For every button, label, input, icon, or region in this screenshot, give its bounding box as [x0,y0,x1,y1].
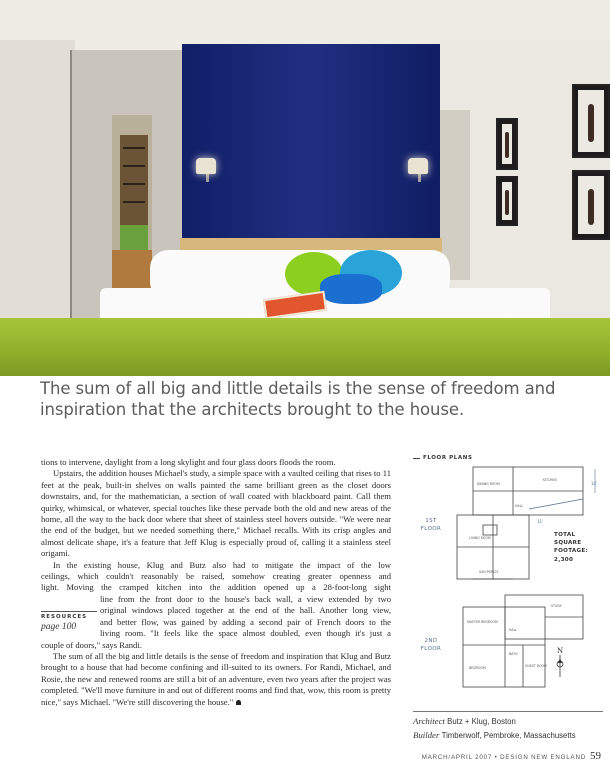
framed-photo [572,84,610,158]
compass-icon [557,647,563,677]
article-body [41,457,391,708]
framed-photo [572,170,610,240]
sqft-line: TOTAL [554,532,576,538]
end-mark-icon [236,700,241,705]
folio-text: MARCH/APRIL 2007 • DESIGN NEW ENGLAND [421,754,586,761]
floor-label-line: FLOOR [420,526,442,532]
room-label: HALL [509,628,518,632]
framed-photo [496,176,518,226]
body-line: and better flow, was gained by adding a second pair of French doors to the [100,616,391,627]
body-paragraph [41,560,391,651]
bookshelf [120,135,148,225]
second-floor-plan [463,595,583,687]
body-line: line from the front door to the house's back wall, a view extended by two [100,593,391,604]
left-wall [0,40,75,340]
room-label: HALL [515,504,524,508]
room-label: LIVING ROOM [469,536,491,540]
body-line: couple of doors," says Randi. [41,639,142,650]
architect-credit [413,715,603,729]
dimension-label: 14' [591,481,598,486]
body-text-span: The sum of all the big and little details is the sense of freedom and inspiration that Klug and Butz brought to a house that had become confining and ill-suited to its owners. For Randi, Michael, and Rosie, the new and renewed rooms are still a bit of an adventure, even two years after the project was completed. "We'll move furniture in and out of different rooms and find that, wow, this room is pretty nice," says Michael. "We're still discovering the house." [41,650,391,707]
framed-photo [496,118,518,170]
floor-plans-title: FLOOR PLANS [413,455,473,461]
builder-name: Timberwolf, Pembroke, Massachusetts [441,730,576,740]
body-paragraph: tions to intervene, daylight from a long skylight and four glass doors floods the room. [41,457,336,467]
sqft-line: FOOTAGE: [554,548,589,555]
body-line: In the existing house, Klug and Butz also had to mitigate the impact of the low [53,559,391,570]
wall-sconce-right [408,158,428,174]
sqft-line: 2,300 [554,556,574,563]
room-label: SUN PORCH [479,570,498,574]
green-blanket [0,318,610,376]
body-paragraph [41,651,391,708]
body-paragraph: Upstairs, the addition houses Michael's study, a simple space with a vaulted ceiling that rises to 11 feet at the peak, built-in shelves on walls painted the same brilliant green as the closet doors downstairs, and, for the mathematician, a section of wall coated with blackboard paint. Call them quirky, whimsical, or whatever, special touches like these pervade both the old and new areas of the home, all the way to the back door where that sheet of stainless steel hovers outside. "We were near the end of the budget, but we needed something there," Michael recalls. With its crisp angles and almost delicate shape, it's a feature that Jeff Klug is especially proud of, calling it a stainless steel origami. [41,468,391,559]
room-label: KITCHEN [543,478,557,482]
wall-sconce-left [196,158,216,174]
architect-name: Butz + Klug, Boston [447,717,516,726]
compass-north-letter: N [557,647,564,655]
green-wall-detail [120,225,148,250]
bedroom-photo [0,0,610,376]
room-label: GUEST ROOM [525,664,547,668]
floor-label-line: 1ST [425,518,437,524]
room-label: BATH [509,652,518,656]
resources-box [41,611,97,632]
floor-plans [413,455,603,709]
blue-pillow [320,274,382,304]
floor-label-line: FLOOR [420,646,442,652]
resources-label: RESOURCES [41,614,88,620]
architect-label: Architect [413,716,445,726]
floor-label-line: 2ND [424,638,438,644]
blue-accent-wall [182,44,440,258]
body-line: ceilings, which couldn't reasonably be raised, somehow creating greater openness and [41,571,391,582]
body-line: living room. "It feels like the space almost doubled, even though it's just a [100,628,391,639]
body-line: original windows placed together at the end of the hall. Another long view, [100,605,391,616]
project-credits [413,711,603,742]
page-number: 59 [590,750,601,762]
page-folio [421,750,601,762]
floor-plan-drawing [413,455,603,709]
builder-label: Builder [413,729,440,740]
room-label: MASTER BEDROOM [467,620,498,624]
room-label: DINING ROOM [477,482,500,486]
builder-credit [413,729,603,743]
body-line: light. Moving the cramped kitchen into the addition opened up a 28-foot-long sight [41,582,391,593]
dimension-label: 11' [537,519,544,524]
room-label: STUDY [551,604,562,608]
sqft-line: SQUARE [554,540,582,547]
resources-page: page 100 [41,622,77,632]
first-floor-plan [457,467,583,579]
pull-quote: The sum of all big and little details is the sense of freedom and inspiration that the architects brought to the house. [40,379,556,419]
room-label: BEDROOM [469,666,486,670]
